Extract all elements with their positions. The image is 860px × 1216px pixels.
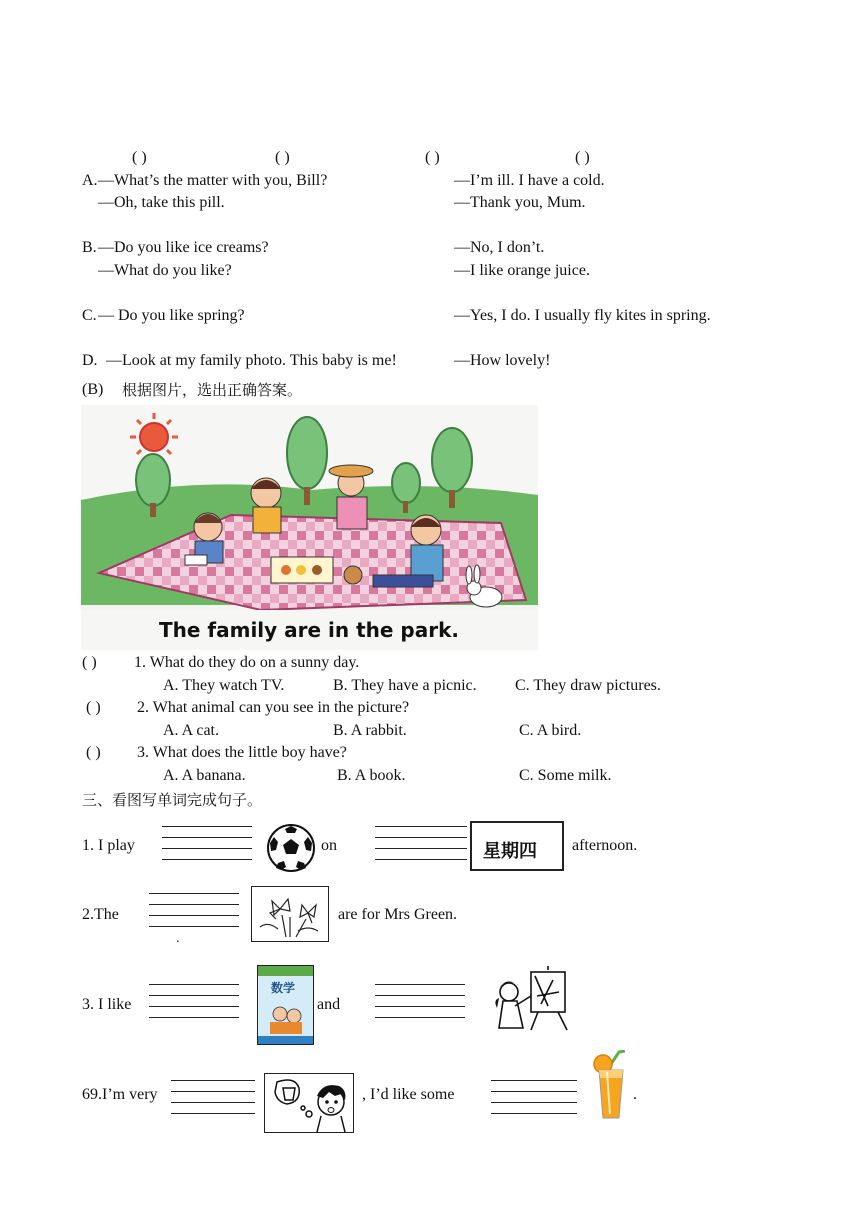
thirsty-boy-icon	[264, 1073, 354, 1133]
question-3-option-b[interactable]: B. A book.	[337, 767, 406, 784]
question-3-option-a[interactable]: A. A banana.	[163, 767, 246, 784]
sentence-4-blank-1[interactable]	[171, 1080, 255, 1124]
sentence-3-start: 3. I like	[82, 996, 132, 1013]
section-b-instruction: 根据图片，选出正确答案。	[122, 381, 303, 399]
thursday-box	[470, 821, 564, 871]
dialogue-b-right-1: —No, I don’t.	[454, 239, 545, 256]
sentence-4-end: .	[633, 1086, 637, 1103]
girl-painting-icon	[493, 966, 577, 1037]
match-bracket-1[interactable]: ( )	[132, 149, 147, 166]
section-3-title: 三、看图写单词完成句子。	[82, 791, 263, 809]
question-1-option-a[interactable]: A. They watch TV.	[163, 677, 285, 694]
dialogue-a-left-2: —Oh, take this pill.	[98, 194, 225, 211]
question-2-text: 2. What animal can you see in the picture?	[137, 699, 410, 716]
question-2-option-c[interactable]: C. A bird.	[519, 722, 582, 739]
dialogue-a-left-1: —What’s the matter with you, Bill?	[98, 172, 328, 189]
question-3-bracket[interactable]: ( )	[86, 744, 101, 761]
match-bracket-4[interactable]: ( )	[575, 149, 590, 166]
sentence-1-start: 1. I play	[82, 837, 135, 854]
dialogue-c-left-1: — Do you like spring?	[98, 307, 245, 324]
question-2-bracket[interactable]: ( )	[86, 699, 101, 716]
sentence-1-end: afternoon.	[572, 837, 638, 854]
orange-juice-icon	[589, 1050, 637, 1127]
sentence-2-start: 2.The	[82, 906, 119, 923]
park-picnic-illustration	[81, 405, 538, 650]
dialogue-b-left-2: —What do you like?	[98, 262, 232, 279]
sentence-1-blank-1[interactable]	[162, 826, 252, 870]
sentence-1-blank-2[interactable]	[375, 826, 467, 870]
dialogue-c-label: C.	[82, 307, 97, 324]
question-1-option-b[interactable]: B. They have a picnic.	[333, 677, 477, 694]
math-book-title: 数学	[271, 981, 296, 995]
thursday-box-text: 星期四	[483, 841, 537, 862]
dialogue-b-left-1: —Do you like ice creams?	[98, 239, 269, 256]
lily-flowers-icon	[251, 886, 329, 942]
section-b-label: (B)	[82, 381, 104, 398]
sentence-2-blank[interactable]	[149, 893, 239, 937]
question-1-text: 1. What do they do on a sunny day.	[134, 654, 360, 671]
sentence-4-mid: , I’d like some	[362, 1086, 455, 1103]
sentence-3-blank-2[interactable]	[375, 984, 465, 1028]
question-1-bracket[interactable]: ( )	[82, 654, 97, 671]
sentence-4-blank-2[interactable]	[491, 1080, 577, 1124]
dialogue-d-right-1: —How lovely!	[454, 352, 551, 369]
dialogue-c-right-1: —Yes, I do. I usually fly kites in spring.	[454, 307, 711, 324]
question-3-text: 3. What does the little boy have?	[137, 744, 347, 761]
sentence-3-mid: and	[317, 996, 341, 1013]
dialogue-b-right-2: —I like orange juice.	[454, 262, 590, 279]
sentence-3-blank-1[interactable]	[149, 984, 239, 1028]
park-picnic-picture	[81, 405, 538, 650]
dialogue-d-left-1: —Look at my family photo. This baby is me!	[106, 352, 397, 369]
question-2-option-b[interactable]: B. A rabbit.	[333, 722, 407, 739]
question-2-option-a[interactable]: A. A cat.	[163, 722, 219, 739]
sentence-2-end: are for Mrs Green.	[338, 906, 458, 923]
soccer-ball-icon	[266, 823, 316, 878]
dialogue-d-label: D.	[82, 352, 98, 369]
dialogue-a-right-1: —I’m ill. I have a cold.	[454, 172, 605, 189]
picture-caption: The family are in the park.	[159, 618, 459, 642]
math-book-icon	[257, 965, 314, 1045]
sentence-4-start: 69.I’m very	[82, 1086, 158, 1103]
dialogue-a-label: A.	[82, 172, 98, 189]
sentence-2-dot: .	[176, 931, 180, 946]
dialogue-b-label: B.	[82, 239, 97, 256]
sentence-1-mid: on	[321, 837, 337, 854]
match-bracket-3[interactable]: ( )	[425, 149, 440, 166]
match-bracket-2[interactable]: ( )	[275, 149, 290, 166]
question-3-option-c[interactable]: C. Some milk.	[519, 767, 612, 784]
dialogue-a-right-2: —Thank you, Mum.	[454, 194, 586, 211]
question-1-option-c[interactable]: C. They draw pictures.	[515, 677, 661, 694]
